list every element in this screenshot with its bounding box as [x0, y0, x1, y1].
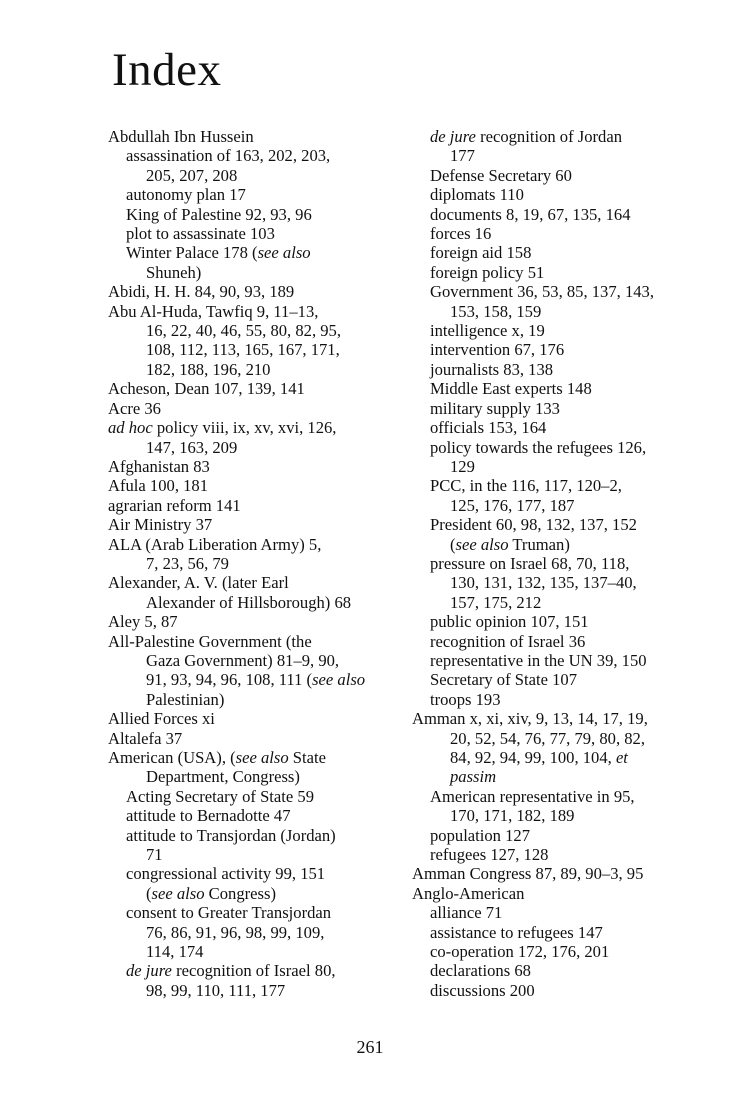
index-entry-text: congressional activity 99, 151 — [126, 864, 326, 884]
index-entry — [412, 418, 732, 437]
index-entry — [108, 476, 408, 495]
index-entry — [412, 748, 732, 767]
index-entry-text: policy viii, ix, xv, xvi, 126, — [152, 418, 337, 438]
index-entry — [412, 515, 732, 534]
index-entry — [108, 146, 408, 165]
index-entry — [108, 729, 408, 748]
index-entry-text: documents 8, 19, 67, 135, 164 — [430, 204, 631, 224]
index-entry-text: 147, 163, 209 — [146, 437, 238, 457]
index-entry — [412, 709, 732, 728]
index-entry-italic: see also — [257, 243, 311, 263]
index-entry — [108, 787, 408, 806]
index-entry-text: plot to assassinate 103 — [126, 224, 275, 244]
index-entry-text: troops 193 — [430, 689, 501, 709]
index-entry — [412, 903, 732, 922]
index-entry-text: Shuneh) — [146, 262, 202, 282]
index-entry-text: forces 16 — [430, 224, 492, 244]
index-entry-text: Anglo-American — [412, 883, 525, 903]
index-entry-text: attitude to Transjordan (Jordan) — [126, 825, 336, 845]
index-entry-text: 182, 188, 196, 210 — [146, 359, 271, 379]
index-entry-text: 205, 207, 208 — [146, 165, 238, 185]
index-entry-text: recognition of Israel 80, — [171, 961, 336, 981]
index-entry — [108, 535, 408, 554]
index-entry-text: President 60, 98, 132, 137, 152 — [430, 515, 637, 535]
index-entry — [412, 942, 732, 961]
index-entry-text: discussions 200 — [430, 980, 535, 1000]
index-entry-text: Middle East experts 148 — [430, 379, 592, 399]
index-entry — [412, 166, 732, 185]
index-entry-text: pressure on Israel 68, 70, 118, — [430, 553, 630, 573]
index-entry — [108, 282, 408, 301]
index-entry-text: foreign aid 158 — [430, 243, 532, 263]
index-entry-text: agrarian reform 141 — [108, 495, 241, 515]
index-entry — [108, 573, 408, 592]
index-entry-text: Acting Secretary of State 59 — [126, 786, 315, 806]
index-entry — [412, 729, 732, 748]
index-entry-text: refugees 127, 128 — [430, 845, 549, 865]
index-entry-text: assistance to refugees 147 — [430, 922, 603, 942]
index-entry — [108, 243, 408, 262]
index-entry-text: 157, 175, 212 — [450, 592, 542, 612]
index-entry — [412, 554, 732, 573]
index-entry-text: Alexander, A. V. (later Earl — [108, 573, 289, 593]
index-entry — [108, 438, 408, 457]
index-entry-text: Altalefa 37 — [108, 728, 183, 748]
index-entry-text: officials 153, 164 — [430, 418, 547, 438]
index-entry-text: journalists 83, 138 — [430, 359, 554, 379]
index-entry — [108, 670, 408, 689]
index-entry — [412, 981, 732, 1000]
index-entry-italic: passim — [450, 767, 497, 787]
index-entry-text: American representative in 95, — [430, 786, 635, 806]
index-entry — [108, 593, 408, 612]
index-entry — [108, 884, 408, 903]
index-entry — [108, 224, 408, 243]
index-entry-text: military supply 133 — [430, 398, 560, 418]
index-entry — [412, 340, 732, 359]
index-entry — [108, 340, 408, 359]
index-entry — [108, 302, 408, 321]
index-entry-text: intelligence x, 19 — [430, 321, 545, 341]
index-entry-text: recognition of Israel 36 — [430, 631, 586, 651]
index-entry — [108, 321, 408, 340]
index-entry-text: Abu Al-Huda, Tawfiq 9, 11–13, — [108, 301, 319, 321]
index-entry-text: 84, 92, 94, 99, 100, 104, — [450, 748, 616, 767]
index-entry — [108, 806, 408, 825]
index-entry — [412, 185, 732, 204]
index-entry — [412, 205, 732, 224]
index-entry-italic: ad hoc — [108, 418, 153, 438]
index-entry — [108, 981, 408, 1000]
index-entry-text: Alexander of Hillsborough) 68 — [146, 592, 352, 612]
index-entry — [108, 360, 408, 379]
index-entry-italic: see also — [151, 883, 205, 903]
index-entry-text: ( — [450, 534, 456, 554]
index-entry-text: Secretary of State 107 — [430, 670, 577, 690]
index-entry — [108, 554, 408, 573]
index-entry-text: Allied Forces xi — [108, 709, 215, 729]
index-entry-text: 7, 23, 56, 79 — [146, 553, 229, 573]
index-entry-text: Palestinian) — [146, 689, 225, 709]
index-entry-text: 108, 112, 113, 165, 167, 171, — [146, 340, 340, 360]
index-entry-text: 91, 93, 94, 96, 108, 111 ( — [146, 670, 313, 690]
index-entry-text: Acre 36 — [108, 398, 161, 418]
index-entry — [108, 961, 408, 980]
index-entry — [108, 651, 408, 670]
index-column-right — [412, 127, 732, 1000]
index-entry-text: diplomats 110 — [430, 185, 524, 205]
index-entry-text: policy towards the refugees 126, — [430, 437, 647, 457]
index-entry-text: 98, 99, 110, 111, 177 — [146, 980, 286, 1000]
index-entry — [108, 399, 408, 418]
index-entry — [412, 864, 732, 883]
index-entry — [412, 612, 732, 631]
index-entry-text: consent to Greater Transjordan — [126, 903, 332, 923]
index-entry-text: ( — [146, 883, 152, 903]
index-entry — [412, 573, 732, 592]
index-entry-text: Truman) — [508, 534, 570, 554]
index-entry — [108, 166, 408, 185]
index-entry-text: attitude to Bernadotte 47 — [126, 806, 291, 826]
index-entry — [412, 593, 732, 612]
index-entry-text: Amman Congress 87, 89, 90–3, 95 — [412, 864, 644, 884]
index-entry — [412, 379, 732, 398]
index-entry-text: public opinion 107, 151 — [430, 612, 589, 632]
index-entry — [412, 690, 732, 709]
index-entry — [412, 826, 732, 845]
index-entry-text: Aley 5, 87 — [108, 612, 178, 632]
index-entry-text: Department, Congress) — [146, 767, 300, 787]
index-entry-text: All-Palestine Government (the — [108, 631, 312, 651]
index-entry — [412, 282, 732, 301]
index-entry-italic: de jure — [430, 127, 476, 146]
index-entry-text: alliance 71 — [430, 903, 503, 923]
index-entry — [412, 535, 732, 554]
index-entry-text: autonomy plan 17 — [126, 185, 246, 205]
index-entry-text: Congress) — [204, 883, 276, 903]
index-entry-text: assassination of 163, 202, 203, — [126, 146, 331, 166]
index-entry-text: population 127 — [430, 825, 531, 845]
index-entry-text: recognition of Jordan — [475, 127, 623, 146]
index-entry — [108, 748, 408, 767]
index-entry-text: intervention 67, 176 — [430, 340, 565, 360]
index-entry-text: Air Ministry 37 — [108, 515, 213, 535]
index-entry — [412, 787, 732, 806]
index-entry — [412, 806, 732, 825]
index-entry-text: representative in the UN 39, 150 — [430, 650, 647, 670]
index-entry-text: co-operation 172, 176, 201 — [430, 942, 610, 962]
index-entry-text: 125, 176, 177, 187 — [450, 495, 575, 515]
index-entry — [108, 612, 408, 631]
index-entry — [108, 515, 408, 534]
index-entry-text: Abidi, H. H. 84, 90, 93, 189 — [108, 282, 295, 302]
index-column-left — [108, 127, 408, 1000]
index-entry — [412, 884, 732, 903]
index-entry — [412, 496, 732, 515]
index-entry-text: 76, 86, 91, 96, 98, 99, 109, — [146, 922, 325, 942]
index-entry — [412, 360, 732, 379]
index-entry-text: 130, 131, 132, 135, 137–40, — [450, 573, 637, 593]
index-entry-text: Amman x, xi, xiv, 9, 13, 14, 17, 19, — [412, 709, 648, 729]
index-entry — [108, 496, 408, 515]
index-entry-italic: et — [615, 748, 628, 767]
index-entry — [108, 826, 408, 845]
index-entry — [108, 767, 408, 786]
index-entry-text: 129 — [450, 456, 475, 476]
index-entry-text: PCC, in the 116, 117, 120–2, — [430, 476, 622, 496]
index-entry-text: 177 — [450, 146, 475, 166]
index-entry — [108, 690, 408, 709]
index-entry — [108, 632, 408, 651]
index-entry — [108, 263, 408, 282]
index-entry — [108, 709, 408, 728]
index-entry — [108, 923, 408, 942]
index-entry-text: 170, 171, 182, 189 — [450, 806, 575, 826]
index-entry-text: State — [288, 748, 326, 767]
index-entry — [108, 864, 408, 883]
index-entry — [412, 127, 732, 146]
index-entry-text: 16, 22, 40, 46, 55, 80, 82, 95, — [146, 321, 341, 341]
index-entry-text: ALA (Arab Liberation Army) 5, — [108, 534, 322, 554]
index-entry-text: 71 — [146, 845, 163, 865]
index-entry-text: foreign policy 51 — [430, 262, 545, 282]
index-entry — [412, 302, 732, 321]
index-entry — [412, 438, 732, 457]
index-entry — [412, 263, 732, 282]
index-entry-text: Acheson, Dean 107, 139, 141 — [108, 379, 305, 399]
page-title: Index — [112, 44, 222, 96]
index-entry-text: declarations 68 — [430, 961, 531, 981]
index-entry-text: King of Palestine 92, 93, 96 — [126, 204, 312, 224]
index-entry — [108, 942, 408, 961]
index-entry — [108, 185, 408, 204]
index-entry — [108, 127, 408, 146]
index-entry — [412, 961, 732, 980]
index-entry — [108, 457, 408, 476]
index-entry — [108, 845, 408, 864]
index-entry-italic: see also — [235, 748, 289, 767]
index-entry — [108, 903, 408, 922]
index-entry — [412, 243, 732, 262]
page-number: 261 — [356, 1037, 384, 1057]
index-entry-text: Afghanistan 83 — [108, 456, 210, 476]
index-entry-text: Gaza Government) 81–9, 90, — [146, 650, 340, 670]
index-entry — [412, 670, 732, 689]
index-entry — [412, 845, 732, 864]
index-entry-italic: de jure — [126, 961, 172, 981]
index-entry-text: 153, 158, 159 — [450, 301, 542, 321]
index-entry — [412, 476, 732, 495]
index-entry — [412, 399, 732, 418]
index-entry — [412, 146, 732, 165]
index-entry-italic: see also — [455, 534, 509, 554]
index-entry — [412, 767, 732, 786]
index-entry-text: Abdullah Ibn Hussein — [108, 127, 254, 146]
index-entry — [108, 418, 408, 437]
index-entry — [412, 224, 732, 243]
index-entry — [412, 923, 732, 942]
index-entry — [108, 379, 408, 398]
index-entry — [412, 632, 732, 651]
index-entry-italic: see also — [312, 670, 366, 690]
index-entry — [412, 321, 732, 340]
index-entry — [412, 651, 732, 670]
index-entry-text: Winter Palace 178 ( — [126, 243, 258, 263]
index-entry-text: Government 36, 53, 85, 137, 143, — [430, 282, 654, 302]
index-entry-text: Defense Secretary 60 — [430, 165, 572, 185]
index-entry-text: American (USA), ( — [108, 748, 236, 767]
index-entry-text: 114, 174 — [146, 942, 204, 962]
index-entry — [412, 457, 732, 476]
index-entry — [108, 205, 408, 224]
index-entry-text: Afula 100, 181 — [108, 476, 209, 496]
index-entry-text: 20, 52, 54, 76, 77, 79, 80, 82, — [450, 728, 645, 748]
